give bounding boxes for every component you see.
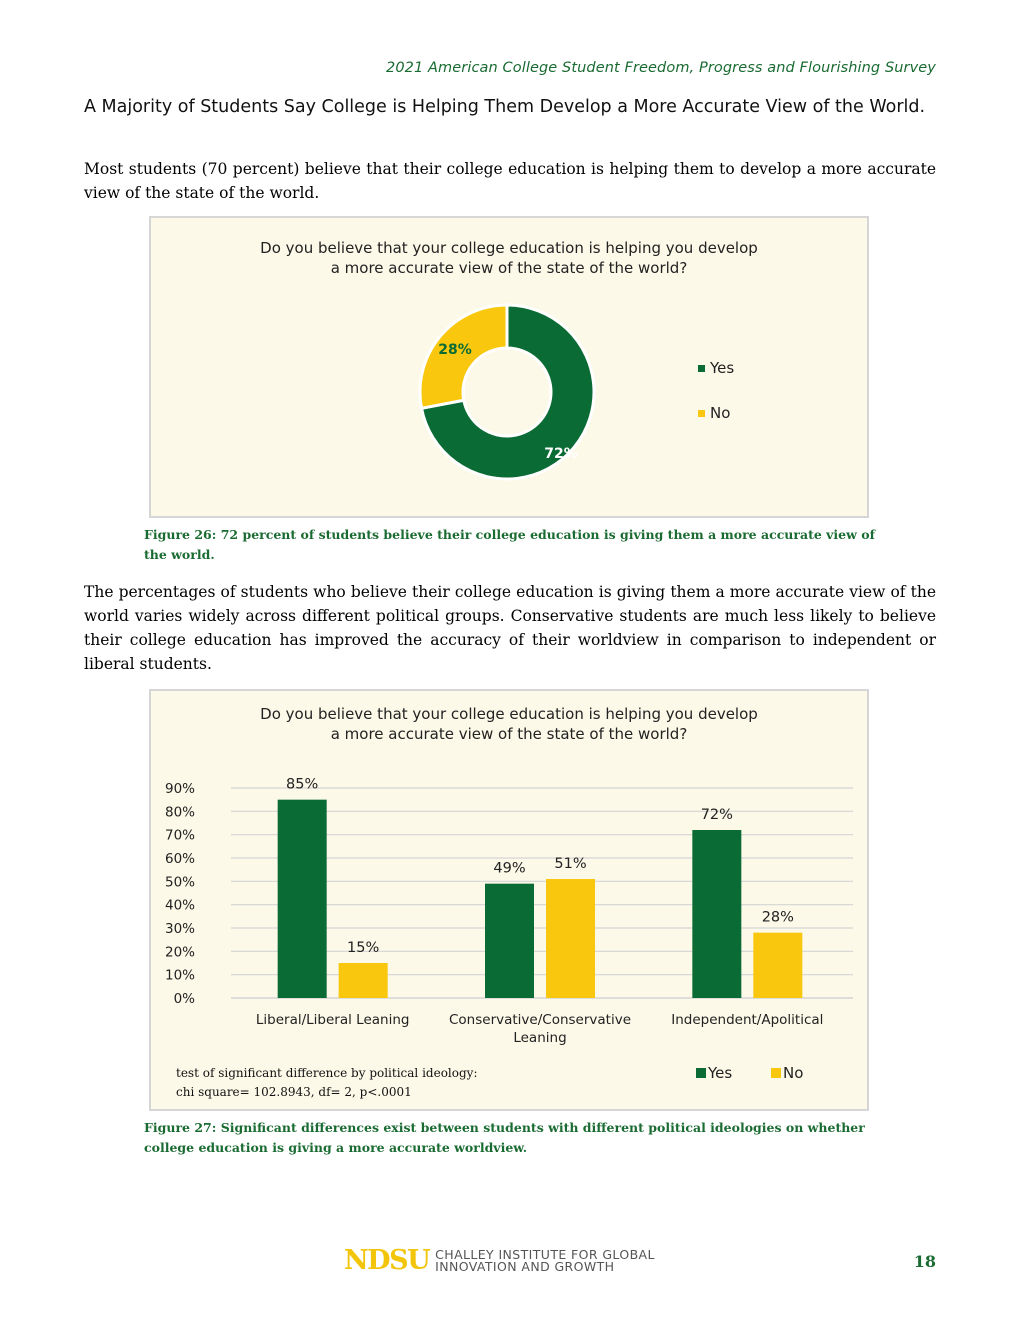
institute-name xyxy=(435,1249,655,1273)
y-tick-label: 40% xyxy=(164,897,195,914)
bar-value-label: 51% xyxy=(554,856,587,872)
legend-swatch-yes xyxy=(698,365,705,372)
legend-swatch-yes xyxy=(696,1068,706,1078)
x-category-label: Leaning xyxy=(513,1030,567,1046)
donut-label-no: 28% xyxy=(438,341,472,358)
donut-chart xyxy=(151,218,867,516)
bar-chart-title-line1: Do you believe that your college education is helping you develop xyxy=(260,705,758,723)
donut-label-yes: 72% xyxy=(544,446,578,463)
legend-swatch-no xyxy=(698,410,705,417)
legend-label-yes: Yes xyxy=(708,1064,733,1082)
running-head: 2021 American College Student Freedom, Progress and Flourishing Survey xyxy=(386,60,936,76)
y-tick-label: 0% xyxy=(173,991,195,1007)
statistical-test-note xyxy=(176,1064,478,1102)
page-number: 18 xyxy=(913,1252,936,1271)
y-tick-label: 80% xyxy=(164,804,195,821)
bar-value-label: 28% xyxy=(761,909,794,926)
institute-line2: INNOVATION AND GROWTH xyxy=(435,1259,615,1274)
footer-logo xyxy=(344,1246,655,1276)
y-tick-label: 10% xyxy=(164,967,195,984)
x-category-label: Independent/Apolitical xyxy=(671,1012,824,1028)
bar-no-2 xyxy=(753,933,802,998)
bar-no-0 xyxy=(339,963,388,998)
bar-value-label: 72% xyxy=(700,807,733,823)
bar-yes-1 xyxy=(485,884,534,998)
bar-chart xyxy=(151,691,867,1109)
figure-26-caption: Figure 26: 72 percent of students believe their college education is giving them a more accurate view of the world. xyxy=(144,527,875,562)
stat-note-line1: test of significant difference by political ideology: xyxy=(176,1066,478,1080)
bar-value-label: 85% xyxy=(286,776,319,793)
y-tick-label: 70% xyxy=(164,827,195,844)
legend-label-no: No xyxy=(710,404,731,422)
bar-value-label: 49% xyxy=(493,860,526,877)
bar-chart-title-line2: a more accurate view of the state of the world? xyxy=(330,725,688,743)
bar-value-label: 15% xyxy=(347,940,380,956)
bar-no-1 xyxy=(546,879,595,998)
y-tick-label: 50% xyxy=(164,874,195,891)
bar-chart-figure xyxy=(149,689,869,1111)
y-tick-label: 90% xyxy=(164,781,195,797)
stat-note-line2: chi square= 102.8943, df= 2, p<.0001 xyxy=(176,1085,412,1099)
legend-label-yes: Yes xyxy=(710,359,735,377)
bar-yes-0 xyxy=(278,800,327,998)
x-category-label: Liberal/Liberal Leaning xyxy=(255,1012,410,1028)
donut-chart-title-line1: Do you believe that your college education is helping you develop xyxy=(260,239,758,257)
figure-27-caption: Figure 27: Significant differences exist between students with different political ideologies on whether college education is giving a more accurate worldview. xyxy=(144,1120,865,1155)
bar-yes-2 xyxy=(692,830,741,998)
y-tick-label: 60% xyxy=(164,851,195,867)
paragraph-political: The percentages of students who believe their college education is giving them a more accurate view of the world varies widely across different political groups. Conservative students are much less likely to believe their college education has improved the accuracy of their worldview in comparison to independent or liberal students. xyxy=(84,583,936,673)
section-title: A Majority of Students Say College is Helping Them Develop a More Accurate View of the World. xyxy=(84,97,926,117)
y-tick-label: 20% xyxy=(164,944,195,961)
legend-swatch-no xyxy=(771,1068,781,1078)
y-tick-label: 30% xyxy=(164,921,195,937)
ndsu-logo: NDSU xyxy=(344,1245,430,1276)
donut-chart-figure xyxy=(149,216,869,518)
institute-line1: CHALLEY INSTITUTE FOR GLOBAL xyxy=(435,1247,655,1262)
x-category-label: Conservative/Conservative xyxy=(448,1012,632,1028)
paragraph-intro: Most students (70 percent) believe that their college education is helping them to develop a more accurate view of the state of the world. xyxy=(84,160,936,202)
legend-label-no: No xyxy=(783,1064,804,1082)
donut-chart-title-line2: a more accurate view of the state of the world? xyxy=(330,259,688,277)
